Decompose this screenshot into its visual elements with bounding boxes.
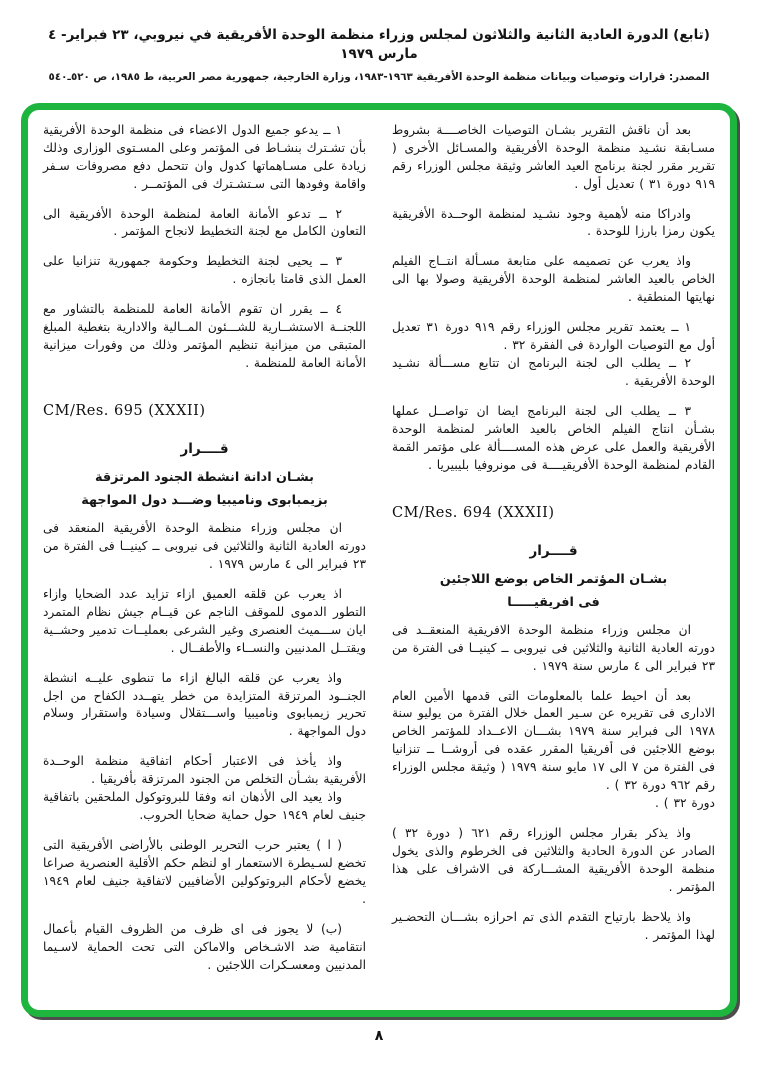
paragraph: واذ يذكر بقرار مجلس الوزراء رقم ٦٢١ ( دورة ٣٢ ) الصادر عن الدورة الحادية والثلاثين فى الخرطوم والذى يخول منظمة الوحدة الأفريقية المشـــاركة فى الاشراف على هذا المؤتمر .	[392, 826, 715, 894]
lettered-clause: ( ا ) يعتبر حرب التحرير الوطنى بالأراضى الأفريقية التى تخضع لسـيطرة الاستعمار او لنظم حكم الأقلية العنصرية صراعا يخضع لأحكام البروتوكولين الأضافيين لاتفاقية جنيف لعام ١٩٤٩ .	[43, 838, 366, 906]
numbered-clause: ٢ ــ يطلب الى لجنة البرنامج ان تتابع مســـألة نشـيد الوحدة الأفريقية .	[392, 356, 715, 389]
paragraph: واذ يعيد الى الأذهان انه وفقا للبروتوكول الملحقين باتفاقية جنيف لعام ١٩٤٩ حول حماية ضحايا الحروب.	[43, 790, 366, 823]
header-title: (تابع) الدورة العادية الثانية والثلاثون لمجلس وزراء منظمة الوحدة الأفريقية في نيروبي، ٢٣ فبراير- ٤ مارس ١٩٧٩	[48, 27, 710, 62]
lettered-clause: (ب) لا يجوز فى اى ظرف من الظروف القيام بأعمال انتقامية ضد الاشـخاص والاماكن التى تحت الحماية لاسـيما المدنيين ومعسـكرات اللاجئين .	[43, 921, 366, 972]
paragraph: واذ يلاحظ بارتياح التقدم الذى تم احرازه بشـــان التحضـير لهذا المؤتمر .	[392, 909, 715, 942]
page-header	[0, 0, 758, 83]
paragraph: دورة ٣٢ ) .	[655, 796, 715, 811]
resolution-subject: فى افريقيـــــا	[507, 594, 600, 610]
paragraph: ان مجلس وزراء منظمة الوحدة الافريقية المنعقــد فى دورته العادية الثانية والثلاثين فى نيروبى ــ كينيــا فى الفترة من ٢٣ فبراير الى ٤ مارس سنة ١٩٧٩ .	[392, 622, 715, 673]
paragraph: اذ يعرب عن قلقه العميق ازاء تزايد عدد الضحايا وازاء التطور الدموى للموقف الناجم عن قيــام جيش نظام المتمرد ايان ســـميث العنصرى وغير الشرعى بعمليــات تدمير وحشــية ويقتــل المدنيين والنســاء والأطفــال .	[43, 586, 366, 655]
page-number: ٨	[374, 1027, 384, 1044]
decision-heading: قــــرار	[180, 441, 229, 458]
paragraph: واذ يعرب عن تصميمه على متابعة مسـألة انتــاج الفيلم الخاص بالعيد العاشر لمنظمة الوحدة الأفريقية وصولا بها الى نهايتها المنطقية .	[392, 254, 715, 305]
resolution-subject: بشـان ادانة انشطة الجنود المرتزقة	[95, 470, 314, 486]
numbered-clause: ٣ ــ يحيى لجنة التخطيط وحكومة جمهورية تنزانيا على العمل الذى قامتا بانجازه .	[43, 254, 366, 287]
numbered-clause: ٣ ــ يطلب الى لجنة البرنامج ايضا ان تواصــل عملها بشـأن انتاج الفيلم الخاص بالعيد العاشر لمنظمة الوحدة الأفريقية والعمل على عرض هذه المســــألة على مؤتمر القمة القادم لمنظمة الوحدة الأفريقيــــة فى مونروفيا بليبيريا .	[392, 403, 715, 472]
two-column-layout	[43, 120, 715, 1004]
numbered-clause: ١ ــ يدعو جميع الدول الاعضاء فى منظمة الوحدة الأفريقية بأن تشـترك بنشـاط فى المؤتمر وعلى المسـتوى الوزارى وذلك زيادة على مسـاهماتها كدول وان تتحمل دفع مصروفات سـفر واقامة وفودها التى سـتشـترك فى المؤتمــر .	[43, 122, 366, 191]
header-source: المصدر: قرارات وتوصيات وبيانات منظمة الوحدة الأفريقية ١٩٦٣-١٩٨٣، وزارة الخارجية، جمهورية مصر العربية، ط ١٩٨٥، ص ٥٢٠ـ٥٤٠	[48, 70, 710, 83]
resolution-subject: بشـان المؤتمر الخاص بوضع اللاجئين	[439, 571, 668, 587]
column-left	[43, 120, 366, 1004]
paragraph: بعد أن ناقش التقرير بشـان التوصيات الخاصــــة بشروط مسـابقة نشـيد منظمة الوحدة الأفريقية والمسـائل الأخرى ( تقرير مقرر لجنة برنامج العيد العاشر وثيقة مجلس الوزراء رقم ٩١٩ دورة ٣١ ) تعديل أول .	[392, 122, 715, 191]
numbered-clause: ٤ ــ يقرر ان تقوم الأمانة العامة للمنظمة بالتشاور مع اللجنــة الاستشــارية للشـــئون المــالية والادارية بتغطية المبلغ المتبقى من ميزانية تنظيم المؤتمر وذلك من وفورات ميزانية الأمانة العامة للمنظمة .	[43, 302, 366, 371]
decision-heading: قــــرار	[529, 542, 578, 559]
resolution-number: CM/Res. 695 (XXXII)	[43, 403, 206, 420]
column-right	[392, 120, 715, 1004]
paragraph: واذ يأخذ فى الاعتبار أحكام اتفاقية منظمة الوحــدة الأفريقية بشـأن التخلص من الجنود المرتزقة بأفريقيا .	[43, 754, 366, 787]
paragraph: وادراكا منه لأهمية وجود نشـيد لمنظمة الوحــدة الأفريقية يكون رمزا بارزا للوحدة .	[392, 206, 715, 239]
paragraph: ان مجلس وزراء منظمة الوحدة الأفريقية المنعقد فى دورته العادية الثانية والثلاثين فى نيروبى ــ كينيــا فى الفترة من ٢٣ فبراير الى ٤ مارس ١٩٧٩ .	[43, 521, 366, 571]
resolution-number: CM/Res. 694 (XXXII)	[392, 504, 555, 521]
content-frame	[21, 103, 737, 1017]
paragraph: واذ يعرب عن قلقه البالغ ازاء ما تنطوى عليــه انشطة الجنــود المرتزقة المتزايدة من خطر يتهــدد الكفاح من اجل تحرير زيمبابوى وناميبيا واســـتقلال وسيادة واستقرار وسلام دول المواجهة .	[43, 670, 366, 739]
paragraph: بعد أن احيط علما بالمعلومات التى قدمها الأمين العام الادارى فى تقريره عن سـير العمل خلال الفترة من يوليو سنة ١٩٧٨ الى فبراير سنة ١٩٧٩ بشـــان الاعــداد للمؤتمر الخاص بوضع اللاجئين فى أفريقيا المقرر عقده فى أروشــا ــ تنزانيا فى الفترة من ٧ الى ١٧ مايو سنة ١٩٧٩ ( وثيقة مجلس الوزراء رقم ٩٦٢ دورة ٣٢ ) .	[392, 688, 715, 793]
numbered-clause: ١ ــ يعتمد تقرير مجلس الوزراء رقم ٩١٩ دورة ٣١ تعديل أول مع التوصيات الواردة فى الفقرة ٣٢ .	[392, 320, 715, 353]
numbered-clause: ٢ ــ تدعو الأمانة العامة لمنظمة الوحدة الأفريقية الى التعاون الكامل مع لجنة التخطيط لانجاح المؤتمر .	[43, 206, 366, 239]
resolution-subject: بزيمبابوى وناميبيا وضـــد دول المواجهة	[81, 493, 328, 509]
